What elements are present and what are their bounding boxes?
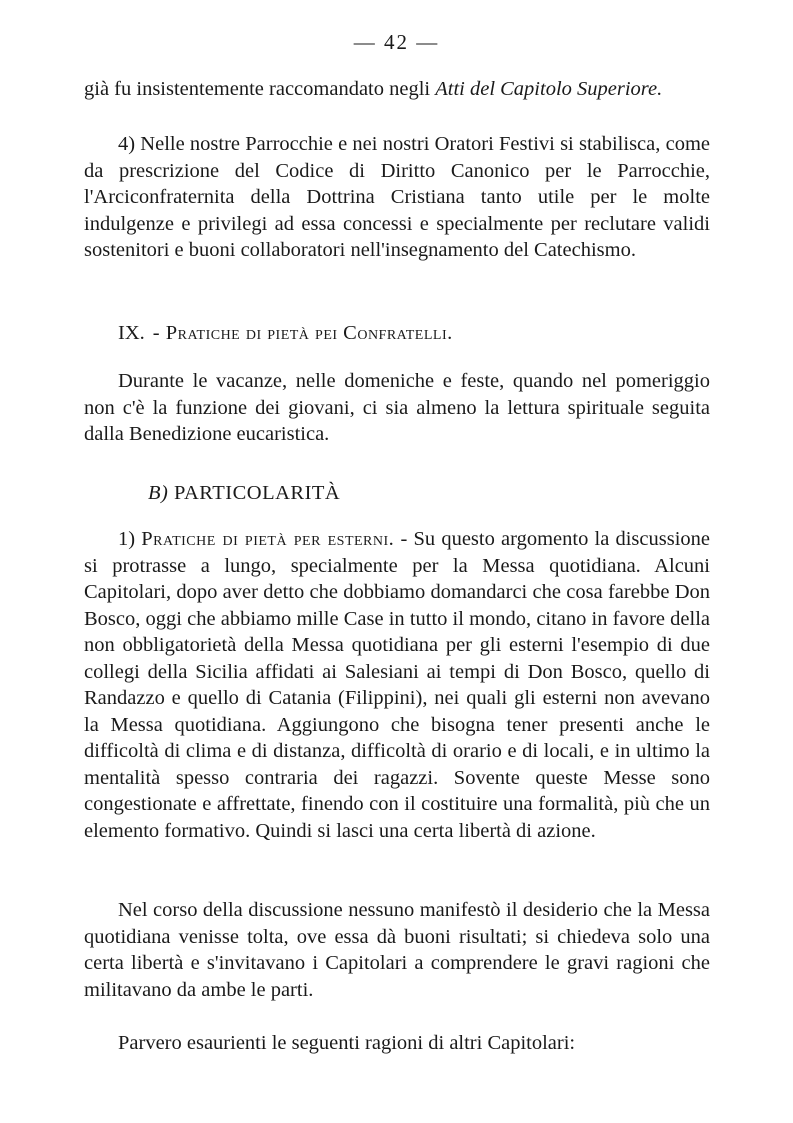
section-letter: B) xyxy=(148,482,169,504)
paragraph-text: 4) Nelle nostre Parrocchie e nei nostri Oratori Festivi si stabilisca, come da prescrizione del Codice di Diritto Canonico per le Parrocchie, l'Arciconfraternita della Dottrina Cristiana tanto utile per le molte indulgenze e privilegi ad essa concessi e specialmente per reclutare validi sostenitori e buoni collaboratori nell'insegnamento del Catechismo. xyxy=(84,133,710,261)
paragraph-continuation xyxy=(84,76,710,103)
item-title: Pratiche di pietà per esterni. xyxy=(141,528,395,550)
page-number: — 42 — xyxy=(353,30,440,54)
section-heading-b xyxy=(148,482,340,505)
section-title: - Pratiche di pietà pei Confratelli. xyxy=(152,322,453,344)
paragraph-text: Parvero esaurienti le seguenti ragioni di altri Capitolari: xyxy=(118,1032,576,1054)
paragraph-discussione xyxy=(84,897,710,1003)
paragraph-pratiche-esterni xyxy=(84,526,710,844)
italic-reference: Atti del Capitolo Superiore. xyxy=(435,78,663,100)
section-heading-ix xyxy=(118,322,453,345)
item-number: 1) xyxy=(118,528,142,550)
section-number: IX. xyxy=(118,322,145,344)
paragraph-ragioni xyxy=(84,1030,710,1057)
paragraph-vacanze xyxy=(84,368,710,448)
section-title: PARTICOLARITÀ xyxy=(173,482,341,504)
paragraph-item-4 xyxy=(84,131,710,264)
paragraph-text: - Su questo argomento la discussione si protrasse a lungo, specialmente per la Messa quotidiana. Alcuni Capitolari, dopo aver detto che dobbiamo domandarci che cosa farebbe Don Bosco, oggi che abbiamo mille Case in tutto il mondo, citano in favore della non obbligatorietà della Messa quotidiana per gli esterni l'esempio di due collegi della Sicilia affidati ai Salesiani ai tempi di Don Bosco, quello di Randazzo e quello di Catania (Filippini), nei quali gli esterni non avevano la Messa quotidiana. Aggiungono che bisogna tener presenti anche le difficoltà di clima e di distanza, difficoltà di orario e di locali, e in ultimo la mentalità spesso contraria dei ragazzi. Sovente queste Messe sono congestionate e affrettate, finendo con il costituire una formalità, più che un elemento formativo. Quindi si lasci una certa libertà di azione. xyxy=(84,528,710,842)
paragraph-text: Durante le vacanze, nelle domeniche e feste, quando nel pomeriggio non c'è la funzione dei giovani, ci sia almeno la lettura spirituale seguita dalla Benedizione eucaristica. xyxy=(84,370,710,445)
paragraph-text: già fu insistentemente raccomandato negli xyxy=(84,78,436,100)
paragraph-text: Nel corso della discussione nessuno manifestò il desiderio che la Messa quotidiana venisse tolta, ove essa dà buoni risultati; si chiedeva solo una certa libertà e s'invitavano i Capitolari a comprendere le gravi ragioni che militavano da ambe le parti. xyxy=(84,899,710,1001)
